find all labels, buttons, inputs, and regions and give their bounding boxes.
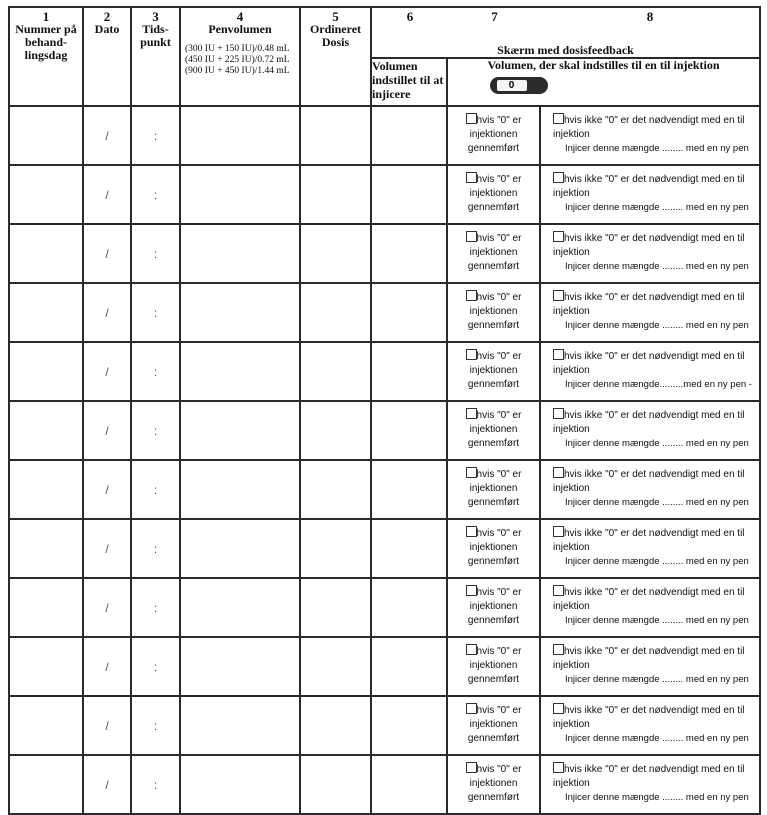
table-row — [9, 224, 760, 283]
col5-label: Ordineret Dosis — [309, 22, 362, 49]
header-screen-group — [371, 7, 760, 58]
volume-set-cell[interactable] — [371, 342, 447, 401]
injection-log-table — [8, 6, 761, 815]
day-number-cell[interactable] — [9, 460, 83, 519]
additional-label: hvis ikke "0" er det nødvendigt med en til injektion — [553, 587, 745, 612]
col8-subheader-text: Volumen, der skal indstilles til en til injektion — [487, 58, 720, 72]
time-cell[interactable] — [131, 755, 180, 814]
table-row — [9, 460, 760, 519]
completed-checkbox[interactable] — [466, 290, 477, 301]
day-number-cell[interactable] — [9, 165, 83, 224]
date-separator: / — [105, 305, 109, 320]
additional-injection-cell — [540, 283, 760, 342]
time-separator: : — [153, 423, 158, 438]
pen-volume-cell[interactable] — [180, 401, 300, 460]
volume-set-cell[interactable] — [371, 460, 447, 519]
additional-checkbox[interactable] — [553, 526, 564, 537]
volume-set-cell[interactable] — [371, 283, 447, 342]
additional-injection-cell — [540, 342, 760, 401]
date-cell[interactable] — [83, 401, 131, 460]
day-number-cell[interactable] — [9, 637, 83, 696]
col78-subheader — [447, 58, 760, 106]
header-col4 — [180, 7, 300, 106]
date-cell[interactable] — [83, 637, 131, 696]
additional-label: hvis ikke "0" er det nødvendigt med en til injektion — [553, 233, 745, 258]
volume-set-cell[interactable] — [371, 696, 447, 755]
time-cell[interactable] — [131, 578, 180, 637]
time-separator: : — [153, 541, 158, 556]
day-number-cell[interactable] — [9, 696, 83, 755]
completed-checkbox[interactable] — [466, 231, 477, 242]
time-separator: : — [153, 305, 158, 320]
completed-checkbox[interactable] — [466, 585, 477, 596]
completed-label: hvis "0" er injektionen gennemført — [467, 528, 522, 567]
prescribed-dose-cell[interactable] — [300, 460, 371, 519]
pen-volume-item: (300 IU + 150 IU)/0.48 mL — [185, 44, 290, 54]
table-row — [9, 637, 760, 696]
completed-checkbox[interactable] — [466, 526, 477, 537]
header-col3 — [131, 7, 180, 106]
day-number-cell[interactable] — [9, 401, 83, 460]
time-separator: : — [153, 777, 158, 792]
date-cell[interactable] — [83, 696, 131, 755]
completed-checkbox[interactable] — [466, 172, 477, 183]
table-row — [9, 283, 760, 342]
time-cell[interactable] — [131, 106, 180, 165]
col8-number: 8 — [646, 9, 654, 24]
time-cell[interactable] — [131, 283, 180, 342]
inject-amount-text: Injicer denne mængde ........ med en ny pen — [565, 497, 749, 508]
inject-amount-text: Injicer denne mængde ........ med en ny pen — [565, 320, 749, 331]
date-separator: / — [105, 128, 109, 143]
time-cell[interactable] — [131, 519, 180, 578]
prescribed-dose-cell[interactable] — [300, 637, 371, 696]
completed-checkbox[interactable] — [466, 703, 477, 714]
additional-checkbox[interactable] — [553, 703, 564, 714]
additional-checkbox[interactable] — [553, 172, 564, 183]
inject-amount-text: Injicer denne mængde ........ med en ny pen — [565, 615, 749, 626]
prescribed-dose-cell[interactable] — [300, 106, 371, 165]
additional-injection-cell — [540, 637, 760, 696]
inject-amount-text: Injicer denne mængde ........ med en ny pen — [565, 674, 749, 685]
volume-set-cell[interactable] — [371, 165, 447, 224]
time-separator: : — [153, 659, 158, 674]
day-number-cell[interactable] — [9, 519, 83, 578]
date-cell[interactable] — [83, 224, 131, 283]
date-separator: / — [105, 777, 109, 792]
date-cell[interactable] — [83, 578, 131, 637]
additional-checkbox[interactable] — [553, 644, 564, 655]
completed-cell — [447, 224, 540, 283]
col4-number: 4 — [236, 9, 244, 24]
completed-checkbox[interactable] — [466, 408, 477, 419]
header-col1 — [9, 7, 83, 106]
time-cell[interactable] — [131, 165, 180, 224]
additional-label: hvis ikke "0" er det nødvendigt med en til injektion — [553, 292, 745, 317]
completed-label: hvis "0" er injektionen gennemført — [467, 587, 522, 626]
completed-cell — [447, 578, 540, 637]
additional-label: hvis ikke "0" er det nødvendigt med en til injektion — [553, 115, 745, 140]
time-cell[interactable] — [131, 696, 180, 755]
completed-label: hvis "0" er injektionen gennemført — [467, 705, 522, 744]
additional-checkbox[interactable] — [553, 585, 564, 596]
date-cell[interactable] — [83, 106, 131, 165]
additional-checkbox[interactable] — [553, 113, 564, 124]
additional-injection-cell — [540, 401, 760, 460]
prescribed-dose-cell[interactable] — [300, 578, 371, 637]
table-row — [9, 401, 760, 460]
day-number-cell[interactable] — [9, 342, 83, 401]
pen-volume-cell[interactable] — [180, 519, 300, 578]
date-cell[interactable] — [83, 283, 131, 342]
date-separator: / — [105, 659, 109, 674]
date-cell[interactable] — [83, 460, 131, 519]
pen-volume-cell[interactable] — [180, 224, 300, 283]
completed-label: hvis "0" er injektionen gennemført — [467, 115, 522, 154]
volume-set-cell[interactable] — [371, 578, 447, 637]
completed-checkbox[interactable] — [466, 467, 477, 478]
date-cell[interactable] — [83, 165, 131, 224]
completed-label: hvis "0" er injektionen gennemført — [467, 174, 522, 213]
table-row — [9, 342, 760, 401]
time-separator: : — [153, 364, 158, 379]
date-separator: / — [105, 600, 109, 615]
inject-amount-text: Injicer denne mængde ........ med en ny pen — [565, 733, 749, 744]
completed-cell — [447, 755, 540, 814]
col3-number: 3 — [152, 9, 159, 24]
table-row — [9, 696, 760, 755]
volume-set-cell[interactable] — [371, 519, 447, 578]
col3-label: Tids-punkt — [140, 22, 171, 49]
date-separator: / — [105, 423, 109, 438]
pen-volume-cell[interactable] — [180, 637, 300, 696]
date-separator: / — [105, 246, 109, 261]
prescribed-dose-cell[interactable] — [300, 696, 371, 755]
pen-volume-cell[interactable] — [180, 578, 300, 637]
completed-cell — [447, 401, 540, 460]
volume-set-cell[interactable] — [371, 755, 447, 814]
additional-checkbox[interactable] — [553, 408, 564, 419]
additional-checkbox[interactable] — [553, 349, 564, 360]
header-col5 — [300, 7, 371, 106]
completed-cell — [447, 106, 540, 165]
table-row — [9, 106, 760, 165]
date-separator: / — [105, 364, 109, 379]
col1-label: Nummer på behand-lingsdag — [15, 22, 77, 62]
inject-amount-text: Injicer denne mængde ........ med en ny pen — [565, 438, 749, 449]
dose-counter-icon — [490, 77, 548, 94]
time-cell[interactable] — [131, 342, 180, 401]
completed-cell — [447, 342, 540, 401]
completed-label: hvis "0" er injektionen gennemført — [467, 764, 522, 803]
additional-label: hvis ikke "0" er det nødvendigt med en til injektion — [553, 528, 745, 553]
pen-volume-item: (900 IU + 450 IU)/1.44 mL — [185, 66, 290, 76]
completed-cell — [447, 519, 540, 578]
prescribed-dose-cell[interactable] — [300, 755, 371, 814]
time-separator: : — [153, 600, 158, 615]
pen-volume-cell[interactable] — [180, 460, 300, 519]
pen-volume-item: (450 IU + 225 IU)/0.72 mL — [185, 55, 290, 65]
time-cell[interactable] — [131, 637, 180, 696]
col6-subheader: Volumen indstillet til at injicere — [371, 58, 447, 106]
pen-volume-cell[interactable] — [180, 165, 300, 224]
day-number-cell[interactable] — [9, 283, 83, 342]
time-cell[interactable] — [131, 460, 180, 519]
inject-amount-text: Injicer denne mængde ........ med en ny pen — [565, 143, 749, 154]
date-separator: / — [105, 718, 109, 733]
screen-feedback-label: Skærm med dosisfeedback — [497, 43, 634, 57]
additional-label: hvis ikke "0" er det nødvendigt med en til injektion — [553, 469, 745, 494]
completed-cell — [447, 460, 540, 519]
completed-label: hvis "0" er injektionen gennemført — [467, 646, 522, 685]
prescribed-dose-cell[interactable] — [300, 224, 371, 283]
date-cell[interactable] — [83, 342, 131, 401]
volume-set-cell[interactable] — [371, 637, 447, 696]
day-number-cell[interactable] — [9, 106, 83, 165]
additional-injection-cell — [540, 578, 760, 637]
additional-label: hvis ikke "0" er det nødvendigt med en til injektion — [553, 410, 745, 435]
additional-injection-cell — [540, 460, 760, 519]
completed-checkbox[interactable] — [466, 644, 477, 655]
additional-injection-cell — [540, 165, 760, 224]
col1-number: 1 — [42, 9, 50, 24]
dose-counter-value: 0 — [497, 80, 527, 91]
prescribed-dose-cell[interactable] — [300, 165, 371, 224]
col2-number: 2 — [103, 9, 111, 24]
table-row — [9, 578, 760, 637]
completed-cell — [447, 696, 540, 755]
volume-set-cell[interactable] — [371, 401, 447, 460]
volume-set-cell[interactable] — [371, 224, 447, 283]
time-cell[interactable] — [131, 224, 180, 283]
time-separator: : — [153, 718, 158, 733]
time-cell[interactable] — [131, 401, 180, 460]
additional-injection-cell — [540, 224, 760, 283]
prescribed-dose-cell[interactable] — [300, 401, 371, 460]
col6-number: 6 — [406, 9, 414, 24]
additional-injection-cell — [540, 519, 760, 578]
date-cell[interactable] — [83, 755, 131, 814]
inject-amount-text: Injicer denne mængde ........ med en ny pen — [565, 202, 749, 213]
pen-volume-cell[interactable] — [180, 106, 300, 165]
inject-amount-text: Injicer denne mængde.........med en ny pen - — [565, 379, 752, 390]
inject-amount-text: Injicer denne mængde ........ med en ny pen — [565, 792, 749, 803]
completed-label: hvis "0" er injektionen gennemført — [467, 351, 522, 390]
additional-label: hvis ikke "0" er det nødvendigt med en til injektion — [553, 351, 745, 376]
table-row — [9, 165, 760, 224]
additional-checkbox[interactable] — [553, 231, 564, 242]
additional-injection-cell — [540, 696, 760, 755]
date-separator: / — [105, 482, 109, 497]
additional-injection-cell — [540, 755, 760, 814]
additional-label: hvis ikke "0" er det nødvendigt med en til injektion — [553, 646, 745, 671]
prescribed-dose-cell[interactable] — [300, 283, 371, 342]
table-row — [9, 519, 760, 578]
header-col2 — [83, 7, 131, 106]
additional-checkbox[interactable] — [553, 290, 564, 301]
additional-checkbox[interactable] — [553, 467, 564, 478]
additional-label: hvis ikke "0" er det nødvendigt med en til injektion — [553, 764, 745, 789]
time-separator: : — [153, 187, 158, 202]
date-separator: / — [105, 187, 109, 202]
completed-label: hvis "0" er injektionen gennemført — [467, 292, 522, 331]
additional-label: hvis ikke "0" er det nødvendigt med en til injektion — [553, 174, 745, 199]
completed-checkbox[interactable] — [466, 762, 477, 773]
inject-amount-text: Injicer denne mængde ........ med en ny pen — [565, 261, 749, 272]
pen-volume-cell[interactable] — [180, 283, 300, 342]
completed-label: hvis "0" er injektionen gennemført — [467, 233, 522, 272]
completed-cell — [447, 165, 540, 224]
col2-label: Dato — [94, 22, 120, 36]
prescribed-dose-cell[interactable] — [300, 519, 371, 578]
pen-volume-cell[interactable] — [180, 342, 300, 401]
completed-cell — [447, 283, 540, 342]
additional-injection-cell — [540, 106, 760, 165]
completed-checkbox[interactable] — [466, 113, 477, 124]
time-separator: : — [153, 128, 158, 143]
col7-number: 7 — [491, 9, 498, 24]
col5-number: 5 — [332, 9, 339, 24]
date-separator: / — [105, 541, 109, 556]
completed-label: hvis "0" er injektionen gennemført — [467, 410, 522, 449]
pen-volume-cell[interactable] — [180, 696, 300, 755]
inject-amount-text: Injicer denne mængde ........ med en ny pen — [565, 556, 749, 567]
day-number-cell[interactable] — [9, 755, 83, 814]
time-separator: : — [153, 482, 158, 497]
log-rows — [9, 106, 760, 814]
day-number-cell[interactable] — [9, 224, 83, 283]
table-row — [9, 755, 760, 814]
time-separator: : — [153, 246, 158, 261]
volume-set-cell[interactable] — [371, 106, 447, 165]
col4-label: Penvolumen — [208, 22, 272, 36]
completed-checkbox[interactable] — [466, 349, 477, 360]
prescribed-dose-cell[interactable] — [300, 342, 371, 401]
additional-label: hvis ikke "0" er det nødvendigt med en til injektion — [553, 705, 745, 730]
completed-cell — [447, 637, 540, 696]
pen-volume-list — [181, 36, 299, 77]
day-number-cell[interactable] — [9, 578, 83, 637]
additional-checkbox[interactable] — [553, 762, 564, 773]
date-cell[interactable] — [83, 519, 131, 578]
completed-label: hvis "0" er injektionen gennemført — [467, 469, 522, 508]
pen-volume-cell[interactable] — [180, 755, 300, 814]
